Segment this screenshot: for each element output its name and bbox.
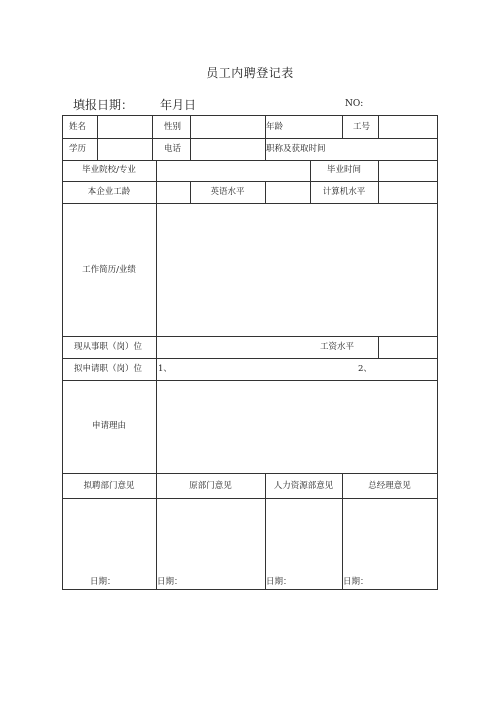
row-divider	[62, 203, 438, 204]
age-label: 年龄	[266, 122, 284, 132]
col-divider	[156, 181, 157, 203]
row-divider	[62, 138, 438, 139]
table-border-top	[62, 115, 438, 116]
original-dept-date-label: 日期：	[157, 577, 183, 587]
original-dept-opinion-label: 原部门意见	[189, 481, 232, 491]
company-years-label: 本企业工龄	[87, 187, 131, 197]
computer-level-label: 计算机水平	[322, 187, 366, 197]
row-divider	[62, 380, 438, 381]
col-divider	[156, 160, 157, 181]
col-divider	[378, 181, 379, 203]
row-divider	[62, 498, 438, 499]
salary-level-label: 工资水平	[320, 342, 355, 352]
hiring-dept-date-label: 日期：	[90, 577, 116, 587]
phone-label: 电话	[164, 144, 182, 154]
fill-date-value: 年月日	[160, 98, 197, 112]
hr-dept-opinion-label: 人力资源部意见	[273, 481, 334, 491]
grad-time-label: 毕业时间	[326, 165, 361, 175]
gender-label: 性别	[164, 122, 182, 132]
form-number-label: NO:	[345, 99, 364, 109]
fill-date-label: 填报日期：	[73, 98, 134, 112]
col-divider	[378, 115, 379, 138]
gm-date-label: 日期：	[343, 577, 369, 587]
col-divider	[97, 115, 98, 160]
table-border-left	[62, 115, 63, 590]
applied-option-1: 1、	[158, 364, 172, 374]
english-level-label: 英语水平	[210, 187, 245, 197]
row-divider	[62, 181, 438, 182]
employee-no-label: 工号	[353, 122, 371, 132]
hiring-dept-opinion-label: 拟聘部门意见	[83, 481, 135, 491]
applied-option-2: 2、	[358, 364, 372, 374]
row-divider	[62, 473, 438, 474]
current-position-label: 现从事职（岗）位	[74, 342, 143, 352]
work-history-label: 工作简历/业绩	[82, 265, 136, 275]
reason-label: 申请理由	[91, 421, 126, 431]
col-divider	[156, 203, 157, 473]
col-divider	[342, 115, 343, 138]
row-divider	[62, 336, 438, 337]
gm-opinion-label: 总经理意见	[368, 481, 411, 491]
table-border-bottom	[62, 589, 438, 590]
hr-dept-date-label: 日期：	[266, 577, 292, 587]
applied-position-label: 拟申请职（岗）位	[74, 364, 143, 374]
row-divider	[62, 160, 438, 161]
row-divider	[62, 358, 438, 359]
col-divider	[378, 336, 379, 358]
col-divider	[152, 115, 153, 160]
education-label: 学历	[69, 144, 87, 154]
form-title: 员工内聘登记表	[206, 66, 294, 80]
name-label: 姓名	[69, 122, 87, 132]
title-time-label: 职称及获取时间	[266, 144, 326, 154]
school-major-label: 毕业院校/专业	[82, 165, 136, 175]
table-border-right	[437, 115, 438, 590]
col-divider	[265, 181, 266, 203]
col-divider	[378, 160, 379, 181]
col-divider	[190, 115, 191, 160]
